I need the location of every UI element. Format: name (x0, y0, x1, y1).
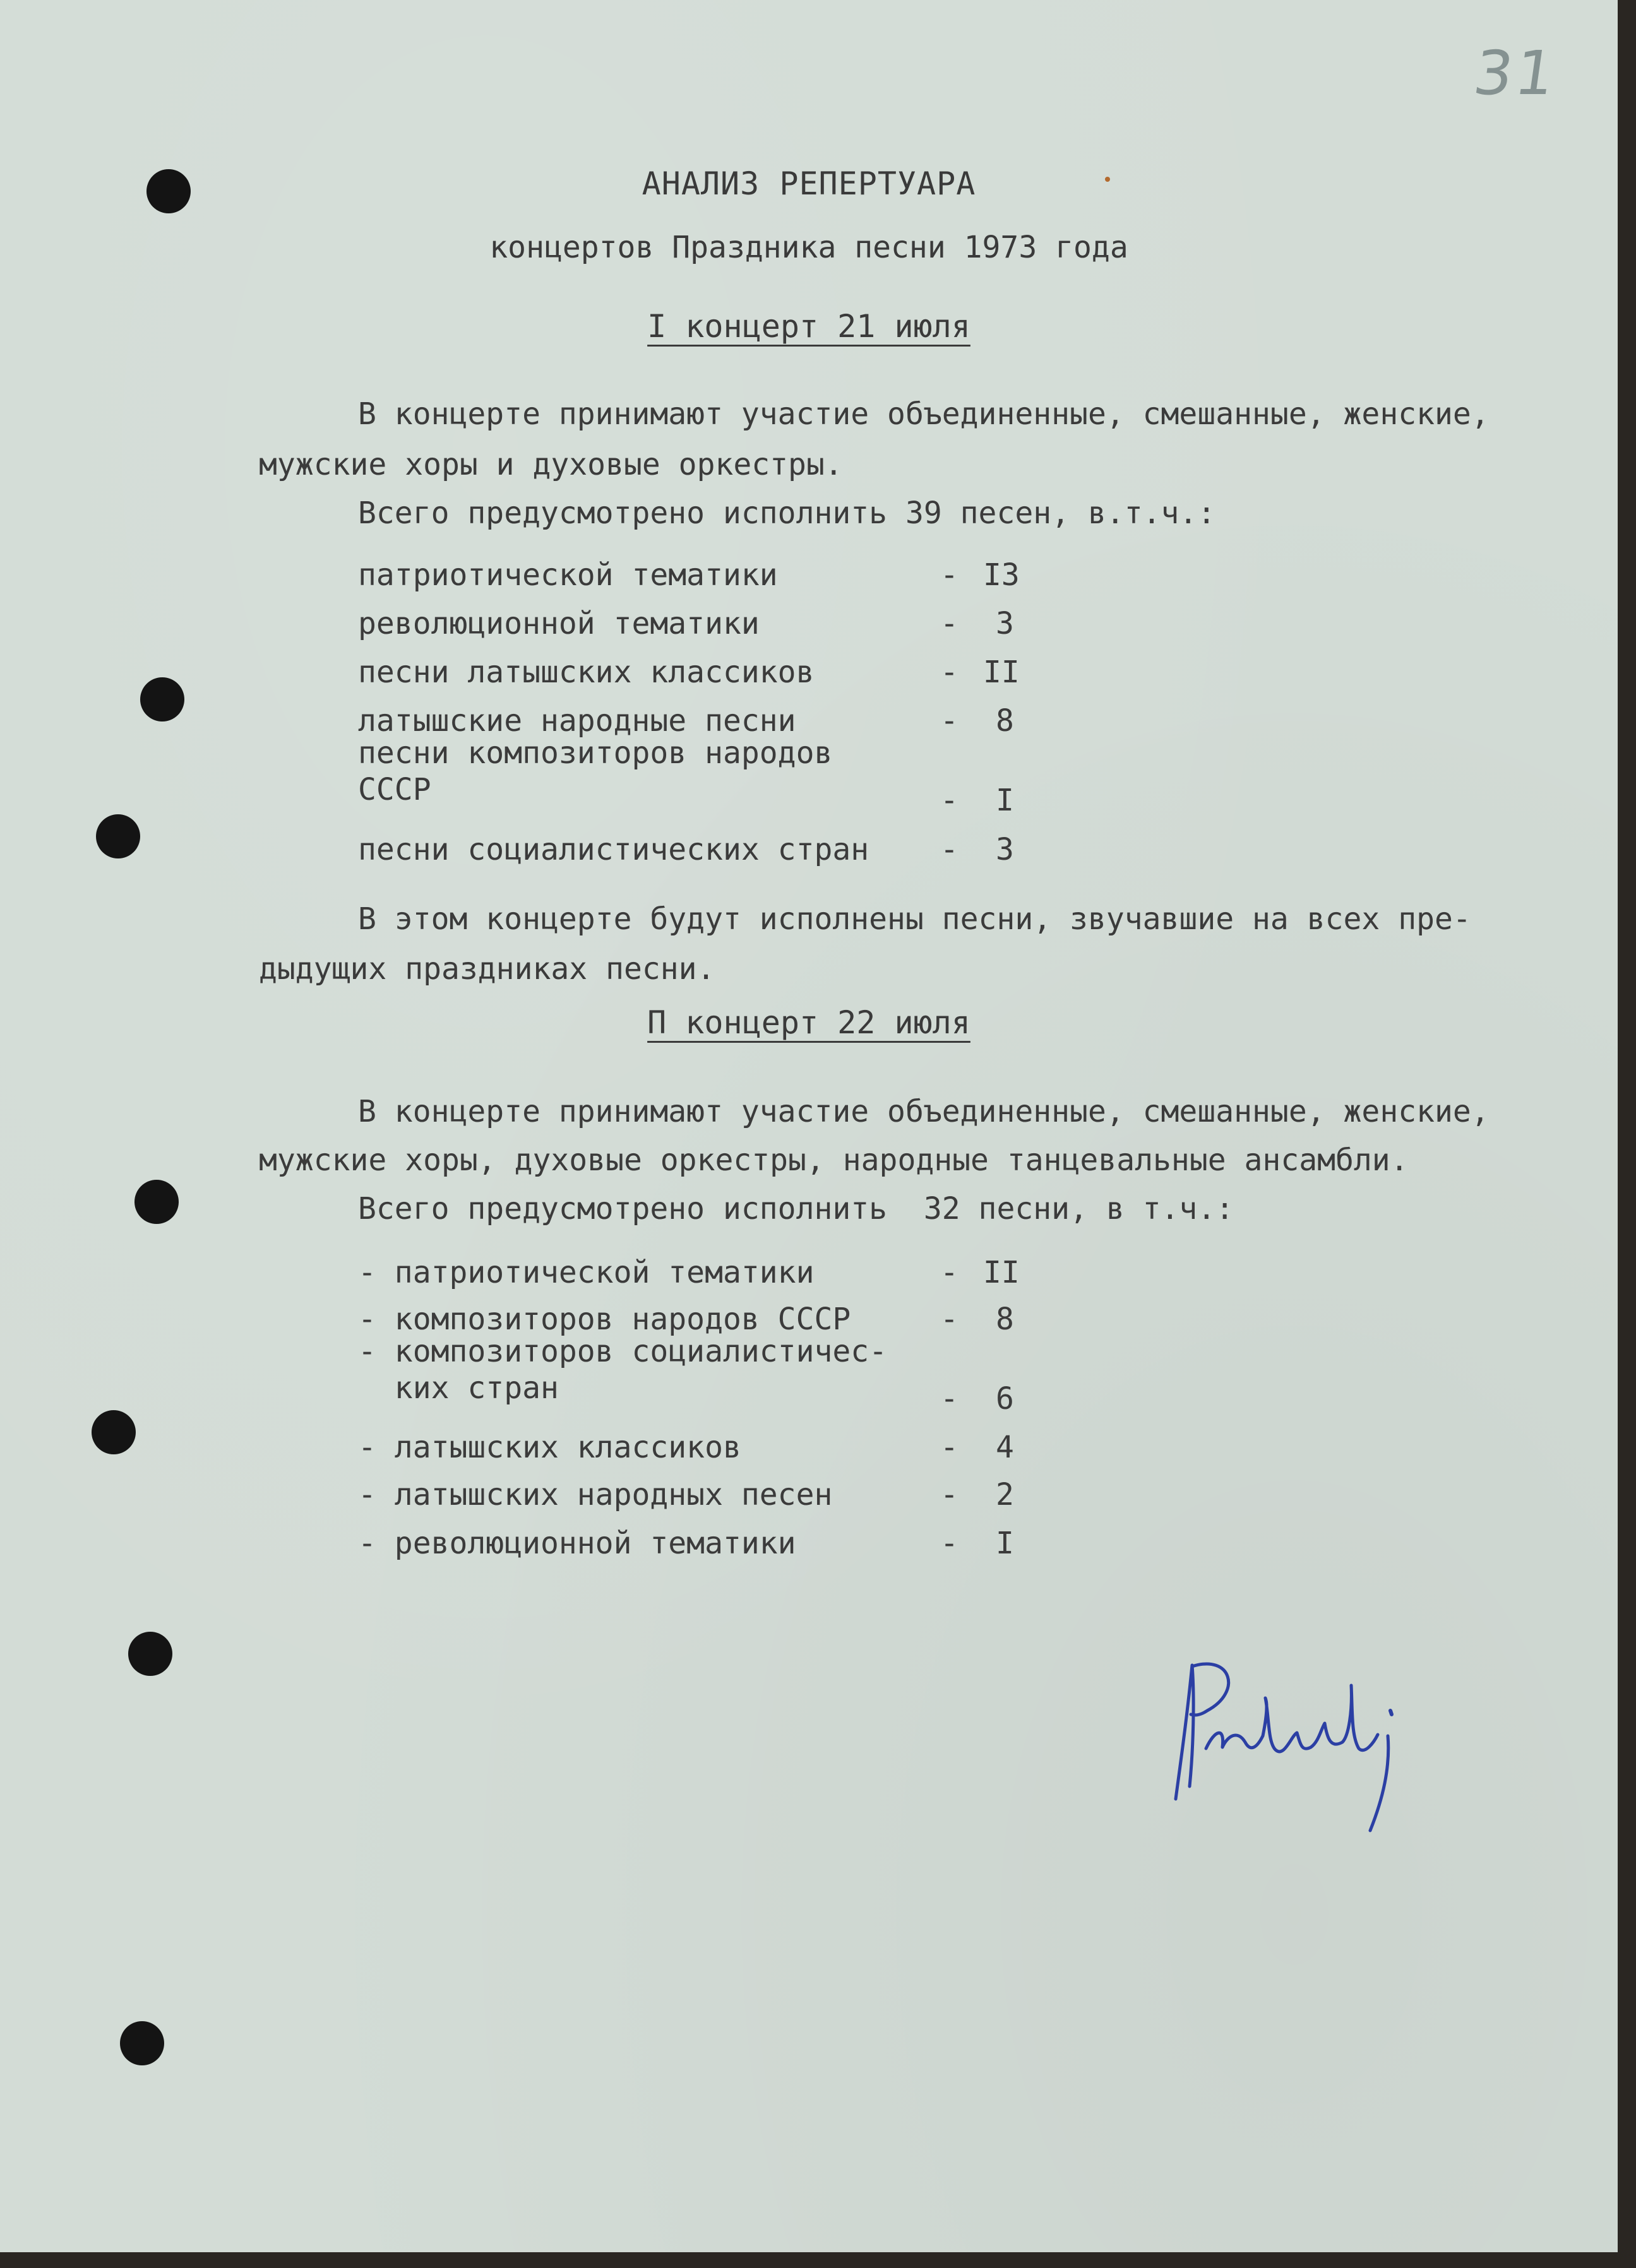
concert-2-intro-line-1: В концерте принимают участие объединенные, смешанные, женские, (358, 1094, 1490, 1129)
item-label: патриотической тематики (358, 557, 778, 593)
item-count: 4 (996, 1430, 1014, 1465)
item-dash: - (940, 1302, 958, 1337)
item-label: - композиторов социалистичес- ких стран (358, 1334, 888, 1406)
item-dash: - (940, 1477, 958, 1512)
item-count: I3 (983, 557, 1020, 593)
list-item (358, 648, 1053, 696)
item-dash: - (940, 1430, 958, 1465)
item-dash: - (940, 1526, 958, 1561)
concert-2-total: Всего предусмотрено исполнить 32 песни, в т.ч.: (358, 1191, 1234, 1226)
concert-1-heading: I концерт 21 июля (647, 308, 970, 345)
item-dash: - (940, 557, 958, 593)
item-label: песни латышских классиков (358, 655, 815, 690)
document-subtitle: концертов Праздника песни 1973 года (489, 230, 1128, 265)
item-dash: - (940, 703, 958, 739)
punch-hole (140, 677, 184, 721)
list-item (358, 600, 1053, 648)
item-dash: - (940, 1381, 958, 1416)
concert-1-closing-line-1: В этом концерте будут исполнены песни, звучавшие на всех пре- (358, 901, 1471, 937)
handwritten-signature (1162, 1641, 1427, 1843)
concert-1-intro-line-2: мужские хоры и духовые оркестры. (259, 447, 843, 482)
punch-hole (128, 1632, 172, 1676)
item-label: - патриотической тематики (358, 1255, 815, 1290)
item-dash: - (940, 606, 958, 641)
document-title: АНАЛИЗ РЕПЕРТУАРА (642, 165, 976, 202)
punch-hole (92, 1410, 136, 1454)
item-count: 2 (996, 1477, 1014, 1512)
concert-2-intro-line-2: мужские хоры, духовые оркестры, народные танцевальные ансамбли. (259, 1143, 1409, 1178)
item-count: 8 (996, 703, 1014, 739)
list-item (358, 1471, 1053, 1519)
item-dash: - (940, 1255, 958, 1290)
item-label: - латышских классиков (358, 1430, 741, 1465)
item-label: песни композиторов народов СССР (358, 735, 833, 807)
item-count: 3 (996, 832, 1014, 867)
list-item (358, 551, 1053, 599)
item-dash: - (940, 655, 958, 690)
item-count: 3 (996, 606, 1014, 641)
item-count: II (983, 655, 1020, 690)
list-item (358, 826, 1053, 874)
concert-1-intro-line-1: В концерте принимают участие объединенные, смешанные, женские, (358, 396, 1490, 432)
punch-hole (96, 814, 140, 858)
item-label: песни социалистических стран (358, 832, 869, 867)
item-label: - латышских народных песен (358, 1477, 833, 1512)
list-item (358, 1519, 1053, 1567)
archive-page-number: 31 (1469, 38, 1562, 109)
item-count: 8 (996, 1302, 1014, 1337)
item-label: - революционной тематики (358, 1526, 796, 1561)
item-dash: - (940, 832, 958, 867)
list-item (358, 1334, 1053, 1423)
item-count: II (983, 1255, 1020, 1290)
concert-1-closing-line-2: дыдущих праздниках песни. (259, 951, 715, 987)
item-label: революционной тематики (358, 606, 760, 641)
item-label: - композиторов народов СССР (358, 1302, 851, 1337)
concert-1-total: Всего предусмотрено исполнить 39 песен, в.т.ч.: (358, 496, 1216, 531)
list-item (358, 1249, 1053, 1297)
punch-hole (134, 1180, 179, 1224)
list-item (358, 735, 1053, 824)
item-count: I (996, 783, 1014, 818)
item-count: I (996, 1526, 1014, 1561)
concert-2-heading: П концерт 22 июля (647, 1004, 970, 1041)
item-count: 6 (996, 1381, 1014, 1416)
item-dash: - (940, 783, 958, 818)
list-item (358, 1423, 1053, 1471)
punch-hole (120, 2021, 164, 2065)
item-label: латышские народные песни (358, 703, 796, 739)
